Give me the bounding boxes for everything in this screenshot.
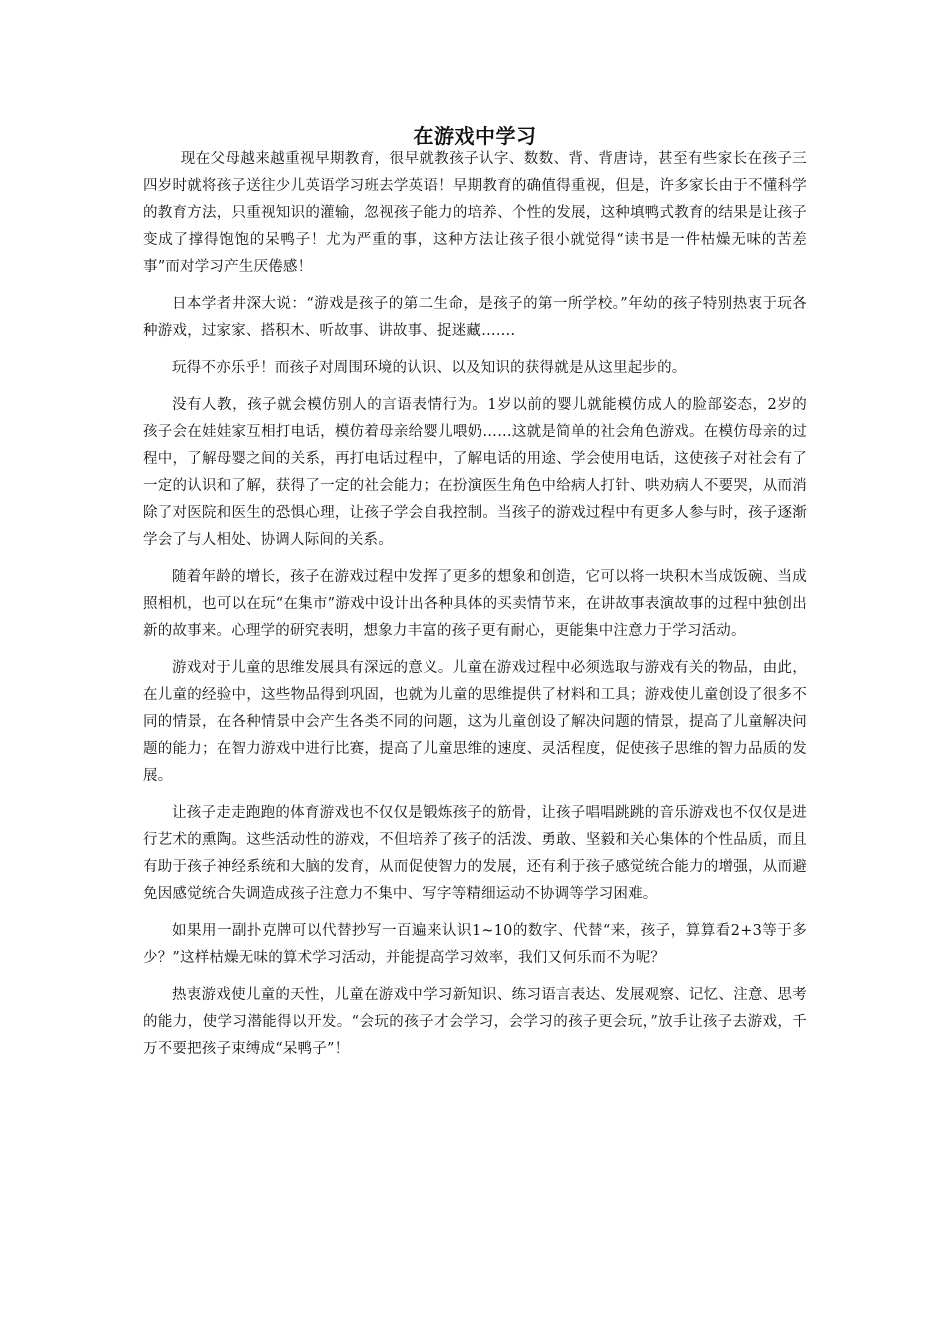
document-body	[143, 120, 807, 1073]
paragraph-6: 游戏对于儿童的思维发展具有深远的意义。儿童在游戏过程中必须选取与游戏有关的物品，由此，在儿童的经验中，这些物品得到巩固，也就为儿童的思维提供了材料和工具；游戏使儿童创设了很多不同的情景，在各种情景中会产生各类不同的问题，这为儿童创设了解决问题的情景，提高了儿童解决问题的能力；在智力游戏中进行比赛，提高了儿童思维的速度、灵活程度，促使孩子思维的智力品质的发展。	[143, 660, 807, 784]
document-title: 在游戏中学习	[413, 124, 537, 148]
paragraph-3: 玩得不亦乐乎！而孩子对周围环境的认识、以及知识的获得就是从这里起步的。	[172, 360, 687, 376]
paragraph-2: 日本学者井深大说：“游戏是孩子的第二生命，是孩子的第一所学校。”年幼的孩子特别热衷于玩各种游戏，过家家、搭积木、听故事、讲故事、捉迷藏…….	[143, 296, 807, 339]
paragraph-1: 现在父母越来越重视早期教育，很早就教孩子认字、数数、背、背唐诗，甚至有些家长在孩子三四岁时就将孩子送往少儿英语学习班去学英语！早期教育的确值得重视，但是，许多家长由于不懂科学的教育方法，只重视知识的灌输，忽视孩子能力的培养、个性的发展，这种填鸭式教育的结果是让孩子变成了撑得饱饱的呆鸭子！尤为严重的事，这种方法让孩子很小就觉得“读书是一件枯燥无味的苦差事”而对学习产生厌倦感！	[143, 151, 807, 275]
paragraph-8: 如果用一副扑克牌可以代替抄写一百遍来认识1~10的数字、代替“来，孩子，算算看2+3等于多少？”这样枯燥无味的算术学习活动，并能提高学习效率，我们又何乐而不为呢？	[143, 923, 807, 966]
paragraph-9: 热衷游戏使儿童的天性，儿童在游戏中学习新知识、练习语言表达、发展观察、记忆、注意、思考的能力，使学习潜能得以开发。“会玩的孩子才会学习，会学习的孩子更会玩，”放手让孩子去游戏，千万不要把孩子束缚成“呆鸭子”！	[143, 987, 807, 1057]
paragraph-7: 让孩子走走跑跑的体育游戏也不仅仅是锻炼孩子的筋骨，让孩子唱唱跳跳的音乐游戏也不仅仅是进行艺术的熏陶。这些活动性的游戏，不但培养了孩子的活泼、勇敢、坚毅和关心集体的个性品质，而且有助于孩子神经系统和大脑的发育，从而促使智力的发展，还有利于孩子感觉统合能力的增强，从而避免因感觉统合失调造成孩子注意力不集中、写字等精细运动不协调等学习困难。	[143, 805, 807, 902]
paragraph-5: 随着年龄的增长，孩子在游戏过程中发挥了更多的想象和创造，它可以将一块积木当成饭碗、当成照相机，也可以在玩“在集市”游戏中设计出各种具体的买卖情节来，在讲故事表演故事的过程中独创出新的故事来。心理学的研究表明，想象力丰富的孩子更有耐心，更能集中注意力于学习活动。	[143, 569, 807, 639]
paragraph-4: 没有人教，孩子就会模仿别人的言语表情行为。1岁以前的婴儿就能模仿成人的脸部姿态，2岁的孩子会在娃娃家互相打电话，模仿着母亲给婴儿喂奶……这就是简单的社会角色游戏。在模仿母亲的过程中，了解母婴之间的关系，再打电话过程中，了解电话的用途、学会使用电话，这使孩子对社会有了一定的认识和了解，获得了一定的社会能力；在扮演医生角色中给病人打针、哄劝病人不要哭，从而消除了对医院和医生的恐惧心理，让孩子学会自我控制。当孩子的游戏过程中有更多人参与时，孩子逐渐学会了与人相处、协调人际间的关系。	[143, 397, 807, 548]
